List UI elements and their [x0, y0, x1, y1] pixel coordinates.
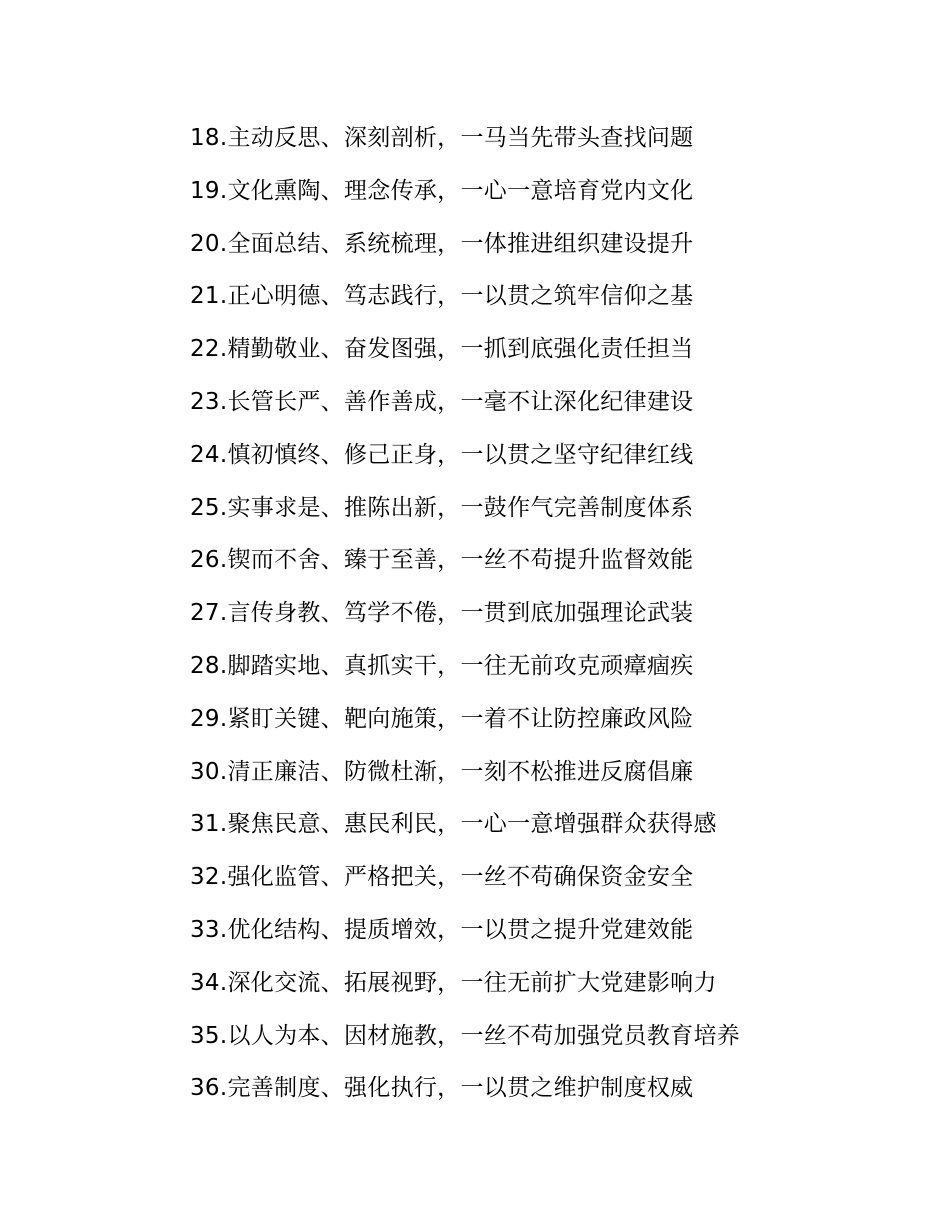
- list-item: 23.长管长严、善作善成，一毫不让深化纪律建设: [190, 388, 694, 415]
- list-item: 26.锲而不舍、臻于至善，一丝不苟提升监督效能: [190, 547, 694, 574]
- list-item: 18.主动反思、深刻剖析，一马当先带头查找问题: [190, 125, 694, 151]
- list-item: 34.深化交流、拓展视野，一往无前扩大党建影响力: [190, 969, 717, 996]
- list-item: 20.全面总结、系统梳理，一体推进组织建设提升: [190, 230, 694, 257]
- list-item: 32.强化监管、严格把关，一丝不苟确保资金安全: [190, 864, 694, 891]
- list-item: 30.清正廉洁、防微杜渐，一刻不松推进反腐倡廉: [190, 758, 694, 785]
- slogan-list: [190, 116, 740, 1119]
- list-item: 24.慎初慎终、修己正身，一以贯之坚守纪律红线: [190, 441, 694, 468]
- list-item: 19.文化熏陶、理念传承，一心一意培育党内文化: [190, 177, 694, 204]
- list-item: 25.实事求是、推陈出新，一鼓作气完善制度体系: [190, 494, 694, 521]
- list-item: 21.正心明德、笃志践行，一以贯之筑牢信仰之基: [190, 283, 694, 310]
- list-item: 28.脚踏实地、真抓实干，一往无前攻克顽瘴痼疾: [190, 652, 694, 679]
- list-item: 27.言传身教、笃学不倦，一贯到底加强理论武装: [190, 600, 694, 627]
- list-item: 29.紧盯关键、靶向施策，一着不让防控廉政风险: [190, 705, 694, 732]
- list-item: 35.以人为本、因材施教，一丝不苟加强党员教育培养: [190, 1022, 741, 1049]
- list-item: 22.精勤敬业、奋发图强，一抓到底强化责任担当: [190, 336, 694, 363]
- list-item: 36.完善制度、强化执行，一以贯之维护制度权威: [190, 1075, 694, 1102]
- list-item: 33.优化结构、提质增效，一以贯之提升党建效能: [190, 916, 694, 943]
- list-item: 31.聚焦民意、惠民利民，一心一意增强群众获得感: [190, 811, 717, 838]
